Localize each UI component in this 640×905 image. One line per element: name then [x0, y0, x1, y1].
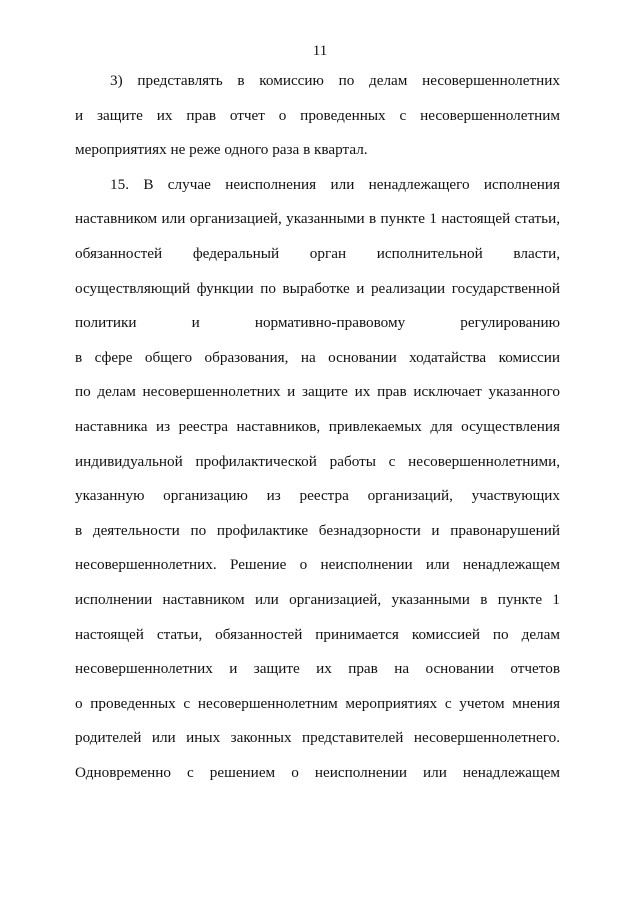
text-line: осуществляющий функции по выработке и реализации государственной — [75, 279, 560, 297]
text-line: 15. В случае неисполнения или ненадлежащего исполнения — [110, 175, 560, 193]
text-line: обязанностей федеральный орган исполнительной власти, — [75, 244, 560, 262]
text-line: политики и нормативно-правовому регулированию — [75, 314, 560, 332]
text-line: 3) представлять в комиссию по делам несовершеннолетних — [110, 72, 560, 89]
text-line: настоящей статьи, обязанностей принимается комиссией по делам — [75, 625, 560, 643]
text-line: наставника из реестра наставников, привлекаемых для осуществления — [75, 417, 560, 435]
text-line: о проведенных с несовершеннолетним мероприятиях с учетом мнения — [75, 694, 560, 712]
text-line: указанную организацию из реестра организаций, участвующих — [75, 487, 560, 505]
document-body — [75, 72, 560, 798]
page-number: 11 — [312, 43, 328, 59]
paragraph-item-3 — [75, 72, 560, 176]
text-line: родителей или иных законных представителей несовершеннолетнего. — [75, 729, 560, 747]
text-line: несовершеннолетних. Решение о неисполнении или ненадлежащем — [75, 556, 560, 574]
text-line: несовершеннолетних и защите их прав на основании отчетов — [75, 660, 560, 678]
text-line: и защите их прав отчет о проведенных с несовершеннолетним — [75, 106, 560, 124]
text-line: в сфере общего образования, на основании ходатайства комиссии — [75, 348, 560, 366]
text-line: в деятельности по профилактике безнадзорности и правонарушений — [75, 521, 560, 539]
text-line: исполнении наставником или организацией, указанными в пункте 1 — [75, 590, 560, 608]
text-line: индивидуальной профилактической работы с несовершеннолетними, — [75, 452, 560, 470]
paragraph-section-15 — [75, 176, 560, 799]
text-line: Одновременно с решением о неисполнении или ненадлежащем — [75, 763, 560, 781]
text-line: наставником или организацией, указанными в пункте 1 настоящей статьи, — [75, 210, 560, 228]
text-line: мероприятиях не реже одного раза в квартал. — [75, 141, 368, 159]
text-line: по делам несовершеннолетних и защите их прав исключает указанного — [75, 383, 560, 401]
